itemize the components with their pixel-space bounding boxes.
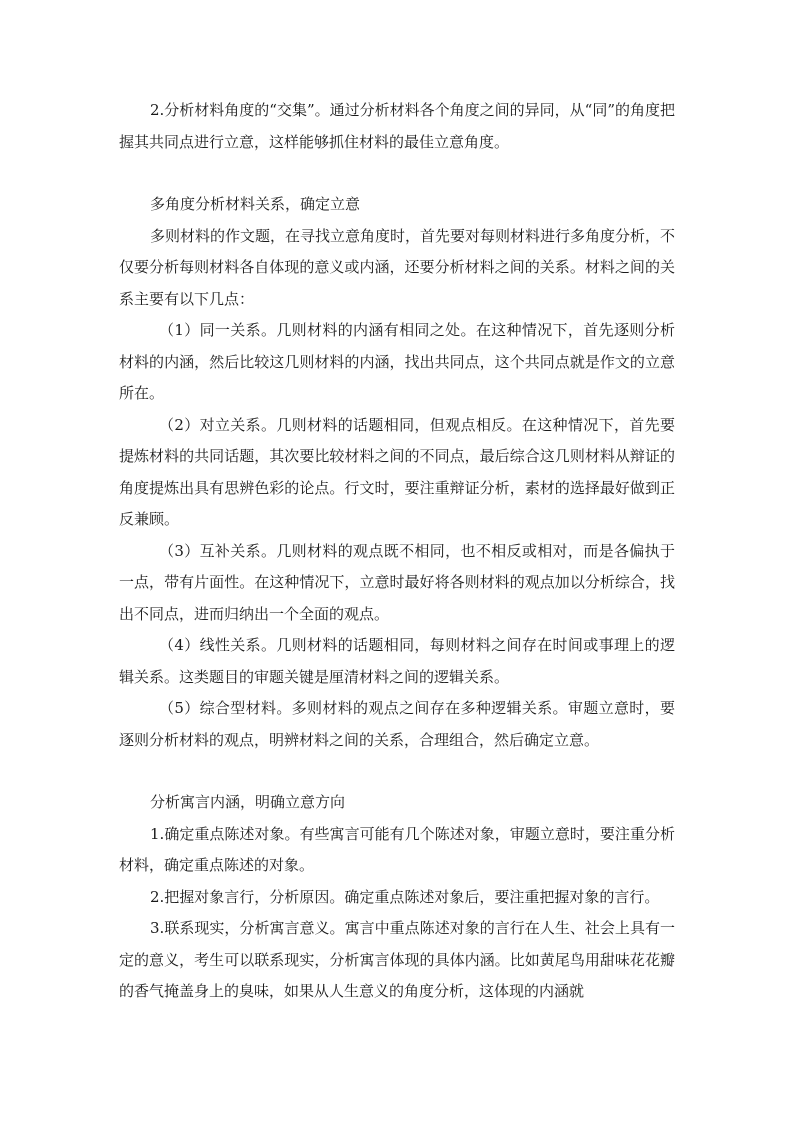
document-body xyxy=(119,95,675,1008)
paragraph-comprehensive-material: （5）综合型材料。多则材料的观点之间存在多种逻辑关系。审题立意时，要逐则分析材料的观点，明辨材料之间的关系，合理组合，然后确定立意。 xyxy=(119,699,675,749)
paragraph-opposition-relation: （2）对立关系。几则材料的话题相同，但观点相反。在这种情况下，首先要提炼材料的共同话题，其次要比较材料之间的不同点，最后综合这几则材料从辩证的角度提炼出具有思辨色彩的论点。行文时，要注重辩证分析，素材的选择最好做到正反兼顾。 xyxy=(119,415,675,528)
section-heading-multi-angle: 多角度分析材料关系，确定立意 xyxy=(150,195,361,213)
paragraph-linear-relation: （4）线性关系。几则材料的话题相同，每则材料之间存在时间或事理上的逻辑关系。这类题目的审题关键是厘清材料之间的逻辑关系。 xyxy=(119,636,675,686)
paragraph-identity-relation: （1）同一关系。几则材料的内涵有相同之处。在这种情况下，首先逐则分析材料的内涵，然后比较这几则材料的内涵，找出共同点，这个共同点就是作文的立意所在。 xyxy=(119,321,675,402)
paragraph-words-deeds: 2.把握对象言行，分析原因。确定重点陈述对象后，要注重把握对象的言行。 xyxy=(150,887,660,906)
paragraph-gap xyxy=(119,756,675,787)
section-heading-fable: 分析寓言内涵，明确立意方向 xyxy=(150,793,346,811)
paragraph-intersection: 2.分析材料角度的“交集”。通过分析材料各个角度之间的异同，从“同”的角度把握其共同点进行立意，这样能够抓住材料的最佳立意角度。 xyxy=(119,101,675,151)
paragraph-key-subject: 1.确定重点陈述对象。有些寓言可能有几个陈述对象，审题立意时，要注重分析材料，确定重点陈述的对象。 xyxy=(119,824,675,874)
paragraph-gap xyxy=(119,158,675,189)
paragraph-multi-material-intro: 多则材料的作文题，在寻找立意角度时，首先要对每则材料进行多角度分析，不仅要分析每则材料各自体现的意义或内涵，还要分析材料之间的关系。材料之间的关系主要有以下几点： xyxy=(119,226,676,308)
paragraph-reality-meaning: 3.联系现实，分析寓言意义。寓言中重点陈述对象的言行在人生、社会上具有一定的意义，考生可以联系现实，分析寓言体现的具体内涵。比如黄尾鸟用甜味花花瓣的香气掩盖身上的臭味，如果从人生意义的角度分析，这体现的内涵就 xyxy=(119,919,675,1000)
paragraph-complementary-relation: （3）互补关系。几则材料的观点既不相同，也不相反或相对，而是各偏执于一点，带有片面性。在这种情况下，立意时最好将各则材料的观点加以分析综合，找出不同点，进而归纳出一个全面的观点。 xyxy=(119,541,675,623)
